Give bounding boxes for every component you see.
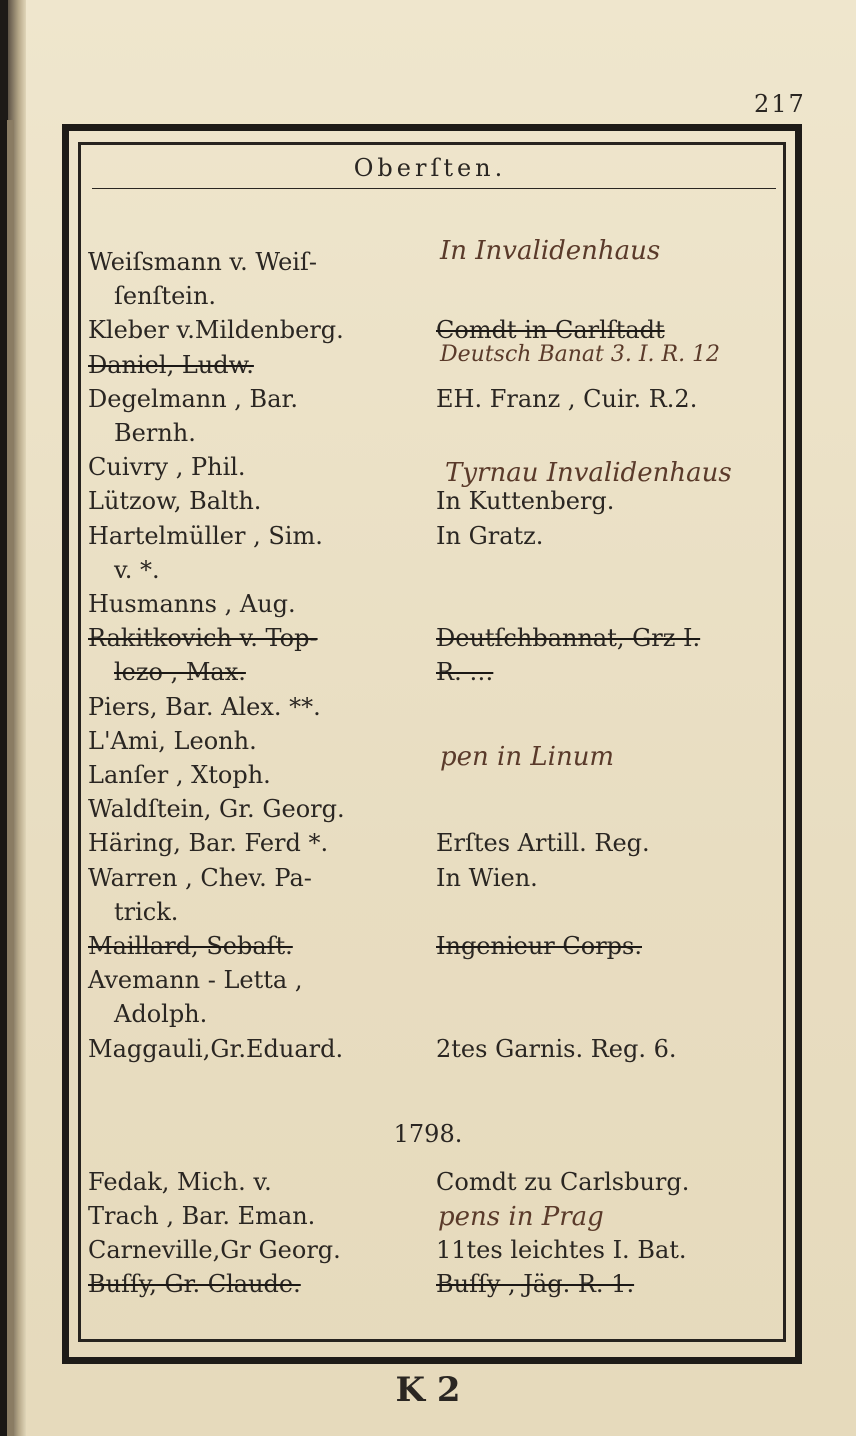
entry-row <box>88 930 788 962</box>
entry-name: Kleber v.Mildenberg. <box>88 316 344 345</box>
page-number: 217 <box>754 90 806 118</box>
handwritten-note: pens in Prag <box>438 1202 604 1232</box>
entry-row <box>88 691 788 723</box>
entry-name: Cuivry , Phil. <box>88 453 246 482</box>
entry-name: Warren , Chev. Pa- <box>88 863 312 892</box>
entry-posting: In Wien. <box>436 863 538 892</box>
entry-row <box>88 417 788 449</box>
entry-row <box>88 280 788 312</box>
facing-page-rule <box>0 120 14 1436</box>
entry-row <box>88 759 788 791</box>
entry-name: trick. <box>114 897 179 926</box>
signature-mark: K 2 <box>395 1370 461 1410</box>
entry-row <box>88 793 788 825</box>
entry-row <box>88 998 788 1030</box>
entry-name: Lanſer , Xtoph. <box>88 761 271 789</box>
entry-name: Buſſy, Gr. Claude. <box>88 1270 301 1298</box>
entry-posting: 11tes leichtes I. Bat. <box>436 1236 687 1264</box>
entry-name: Avemann - Letta , <box>88 966 303 995</box>
entry-name: Waldſtein, Gr. Georg. <box>88 795 345 824</box>
entry-name: Bernh. <box>114 419 196 447</box>
entry-name: Maillard, Sebaſt. <box>88 932 293 960</box>
entry-row <box>88 1268 788 1300</box>
entry-name: Hartelmüller , Sim. <box>88 521 323 550</box>
entry-name: v. *. <box>114 555 160 584</box>
entry-posting: R. … <box>436 658 494 687</box>
entry-row <box>88 520 788 552</box>
entry-row <box>88 964 788 996</box>
entry-name: Daniel, Ludw. <box>88 350 254 379</box>
entry-row <box>88 656 788 688</box>
entry-posting: Erſtes Artill. Reg. <box>436 829 650 858</box>
entry-row <box>88 246 788 278</box>
entry-name: Trach , Bar. Eman. <box>88 1202 316 1230</box>
entry-name: lezo , Max. <box>114 658 246 687</box>
entry-posting: Comdt zu Carlsburg. <box>436 1168 690 1196</box>
entry-name: Lützow, Balth. <box>88 487 262 516</box>
entry-posting: In Gratz. <box>436 521 544 550</box>
entry-row <box>88 862 788 894</box>
entry-name: Rakitkovich v. Top- <box>88 624 318 653</box>
heading-rule <box>92 188 776 189</box>
entry-posting: Buſſy , Jäg. R. 1. <box>436 1270 635 1298</box>
entry-row <box>88 485 788 517</box>
entry-row <box>88 383 788 415</box>
entry-posting: Comdt in Carlſtadt <box>436 316 665 345</box>
entry-name: Piers, Bar. Alex. **. <box>88 692 321 721</box>
entry-row <box>88 827 788 859</box>
handwritten-note: pen in Linum <box>440 742 615 772</box>
entry-posting: Deutſchbannat, Grz I. <box>436 624 701 653</box>
entry-row <box>88 588 788 620</box>
entry-row <box>88 1234 788 1266</box>
entry-posting: Ingenieur Corps. <box>436 932 642 960</box>
entry-name: Degelmann , Bar. <box>88 384 298 413</box>
entry-posting: 2tes Garnis. Reg. 6. <box>436 1034 677 1063</box>
entry-row <box>88 725 788 757</box>
entry-name: ſenſtein. <box>114 282 217 311</box>
entry-name: Häring, Bar. Ferd *. <box>88 829 329 858</box>
handwritten-note: Deutsch Banat 3. I. R. 12 <box>440 342 721 367</box>
entry-name: Husmanns , Aug. <box>88 590 296 618</box>
entry-row <box>88 622 788 654</box>
entry-name: Carneville,Gr Georg. <box>88 1236 341 1264</box>
handwritten-note: In Invalidenhaus <box>440 236 661 266</box>
entry-row <box>88 1033 788 1065</box>
entry-posting: EH. Franz , Cuir. R.2. <box>436 384 698 413</box>
year-heading: 1798. <box>393 1120 463 1148</box>
entry-name: Maggauli,Gr.Eduard. <box>88 1034 344 1063</box>
entry-name: Weiſsmann v. Weiſ- <box>88 248 317 276</box>
entry-posting: In Kuttenberg. <box>436 487 615 516</box>
entry-name: L'Ami, Leonh. <box>88 726 257 755</box>
handwritten-note: Tyrnau Invalidenhaus <box>445 458 732 488</box>
entry-row <box>88 1166 788 1198</box>
entry-row <box>88 554 788 586</box>
entry-name: Adolph. <box>114 1000 208 1029</box>
section-heading: Oberſten. <box>353 154 507 182</box>
entry-name: Fedak, Mich. v. <box>88 1168 272 1196</box>
entry-row <box>88 896 788 928</box>
